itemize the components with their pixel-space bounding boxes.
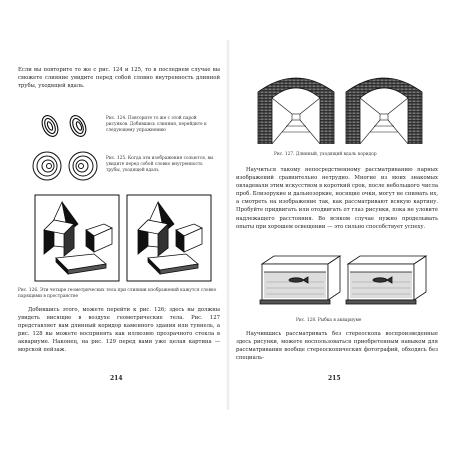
caption-128: Рис. 128. Рыбка в аквариуме [296, 318, 362, 323]
figure-124-spirals [36, 112, 96, 140]
page-number-right: 215 [328, 375, 341, 382]
right-page [236, 48, 438, 398]
right-body-paragraph: Научиться такому непосредственному рассматриванию парных изображений сравнительно нетрудно. Многие из моих знакомых овладевали этим искусством в короткий срок, после небольшого числа проб. Близорукие и дальнозоркие, носящие очки, могут не снимать их, а смотреть на изображение так, как рассматривают всякую картину. Пробуйте придвигать или отодвигать от глаз рисунки, пока не уловите надлежащего расстояния. Во всяком случае нужно проделывать опыты при хорошем освещении — это сильно способствует успеху. [236, 167, 438, 230]
figure-128-aquarium [258, 254, 430, 306]
caption-126: Рис. 126. Эти четыре геометрических тела при слиянии изображений кажутся словно парящими в пространстве [18, 288, 217, 299]
caption-124: Рис. 124. Повторите то же с этой парой рисунков. Добившись слияния, перейдите к следующему упражнению [106, 116, 207, 133]
figure-125-circles [30, 150, 100, 182]
caption-127: Рис. 127. Длинный, уходящий вдаль коридор [274, 152, 377, 157]
caption-125: Рис. 125. Когда эти изображения сольются, вы увидите перед собой словно внутренность трубы, уходящей вдаль [106, 156, 214, 173]
figure-127-corridor [256, 70, 426, 144]
book-gutter [226, 40, 230, 410]
left-page [18, 48, 220, 398]
left-body-paragraph: Добившись этого, можете перейти к рис. 126; здесь вы должны увидеть висящие в воздухе геометрические тела. Рис. 127 представляет вам длинный коридор каменного здания или туннель, а рис. 128 вы можете воспринять как иллюзию прозрачного стекла в аквариуме. Наконец, на рис. 129 перед вами уже целая картина — морской пейзаж. [18, 307, 220, 354]
page-number-left: 214 [110, 375, 123, 382]
figure-126-solids [34, 194, 212, 282]
intro-paragraph: Если вы повторите то же с рис. 124 и 125, то в последнем случае вы сможете слияние увидите перед собой словно внутренность длинной трубы, уходящей вдаль. [18, 67, 220, 90]
closing-paragraph: Научившись рассматривать без стереоскопа воспроизведенные здесь рисунки, можете воспользоваться приобретенным навыком для рассматривания вообще стереоскопических фотографий, обходясь без специаль- [236, 331, 438, 362]
